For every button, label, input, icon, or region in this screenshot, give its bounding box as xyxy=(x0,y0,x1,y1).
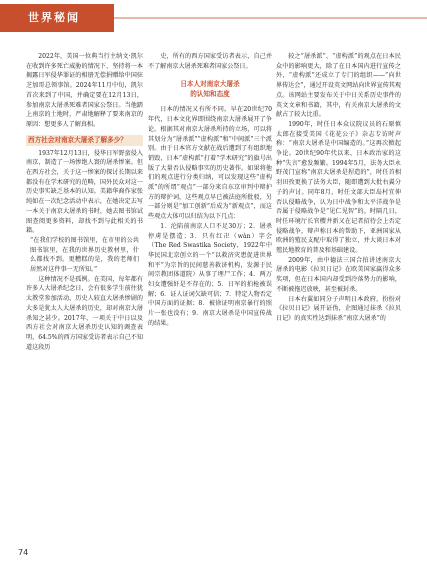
column-2 xyxy=(148,52,272,329)
paragraph: 日本的情况又有所不同。早在20世纪70年代，日本文化界即围绕南京大屠杀展开了争论。根据其对南京大屠杀所持的立场，可以将其划分为“屠杀派”“虚构派”和“中间派”三个派别。由于日本官方文献在战后遭到了有组织地销毁，日本“虚构派”打着“学术研究”的旗号出版了大量否认侵略事实的历史著作。如果将他们的观点进行分类归纳，可以发现这些“虚构派”的所谓“观点”一部分来自东京审判中辩护方的辩护词，这些观点早已被法庭所批驳，另一部分则是“加工创新”后成为“新观点”，而这些观点大体可以归结为以下几点： xyxy=(148,106,272,221)
paragraph: 较之“屠杀派”、“虚构派”的观点在日本民众中的影响更大，除了在日本国内进行宣传之外，“虚构派”还成立了专门的组织——“向世界传达会”，通过开设英文网站向世界宣传其观点。该网站主要发布关于中日关系历史事件的英文文章和书籍，其中，有关南京大屠杀的文献占了较大比重。 xyxy=(276,53,401,119)
paragraph: 2022年，美国一位典当行主纳文·凯尔在收到许多死亡威胁的情况下，坚持将一本揭露日军侵华罪证的相册无偿捐赠给中国驻芝加哥总领事馆。2024年11月中旬，凯尔首次来到了中国，并确定要在12月13日，参加南京大屠杀死难者国家公祭日。当他踏上南京的土地时，严肃地解释了要来南京的原因：想更多人了解真相。 xyxy=(26,53,143,128)
subheading xyxy=(148,79,272,99)
subheading: 西方社会对南京大屠杀了解多少？ xyxy=(26,135,143,146)
paragraph: 史，所有的西方国家受访者表示，自己并不了解南京大屠杀死难者国家公祭日。 xyxy=(148,53,272,70)
numbered-list: 1．沦陷前南京人口不足30万；2．屠杀停虏是摆造；3．只有红卍（wàn）字会（The Red Swastika Society，1922年中华民国北京创立的一个“以救济灾患促进世界和平”为宗旨的民间慈善救济机构，发源于民间宗教团体道院）从事了埋尸工作；4．两万妇女遭强奸是不存在的；5．日军的拍枪被误解；6．证人证词欠缺可信；7．特定人物否定中国方面的证据；8．被徐证明南京暴行的照片一张也没有；9．南京大屠杀是中国宣传战的结果。 xyxy=(148,222,272,327)
paragraph: 日本右翼如同分子声明日本政府，扮扮对《拉贝日记》展开证伪，企图通过抹杀《拉贝日记》的真实性达到抹杀“南京大屠杀”的 xyxy=(276,295,401,322)
paragraph: 1937年12月13日，侵华日军野蛮侵入南京，制造了一场惨绝人寰的屠杀惨案。但在西方社会，关于这一惨案的探讨长期以来都没有在学术研究的范畴，国外民众对这一历史事实缺乏基本的认知。美籍华裔作家张纯如在一次纪念活动中表示，在她决定去写一本关于南京大屠杀的书时，她去图书馆试图查阅更多资料，却找不到与此相关的书籍。 xyxy=(26,149,143,235)
paragraph: 这种情况不是孤例。在美国，每年都有许多人大屠杀纪念日，会有很多学生前往犹太教堂参加活动，历史人较直大屠杀惨剧的大多是犹太人大屠杀的历史，却对南京大屠杀知之甚少。2017年，一项关于中日以及西方社会对南京大屠杀历史认知的调查表明，64.5%的西方国家受访者表示自己不知道这段历 xyxy=(26,275,143,351)
subheading-line: 日本人对南京大屠杀 xyxy=(180,80,240,89)
page-number: 74 xyxy=(18,548,29,557)
section-title: 世界秘闻 xyxy=(28,11,80,24)
block-quote: “在我们学校的图书馆里，在市里的公共图书馆里，在我的世界历史教材里，什么都找不到。更糟糕的是，我的老师们居然对这件事一无所知。” xyxy=(30,236,139,274)
paragraph: 1990年，时任日本众议院议员的石原慎太郎在接受美国《花花公子》杂志专访时声称：“南京大屠杀是中国编造的。”这再次掀起争论。20世纪90年代以来，日本政治家的这种“失言”愈发频繁。1994年5月，法务大臣永野茂门宣称“南京大屠杀是捏造的”，时任首相羽田孜更换了法务大臣，随即遭到大批右翼分子的声讨。同年8月，时任文部大臣岛村宜伸否认侵略战争，认为日中战争和太平洋战争是否属于侵略战争是“见仁见智”的。时隔几日，时任环境厅长官樱井新又在记者招待会上否定侵略战争，辩声称日本的帮助下，亚洲国家从欧洲的殖民支配中取得了独立，并大谈日本对殖民地教育的普及和基础建设。 xyxy=(276,120,401,255)
subheading-line: 的认知和态度 xyxy=(190,90,230,99)
header-rule xyxy=(114,17,427,19)
paragraph: 2009年，由中德法三国合拍讲述南京大屠杀的电影《拉贝日记》在欧美国家赢得众多奖项，但在日本国内却受到冷落势力的影响，不断被拖迟放映，甚至被封杀。 xyxy=(276,256,401,293)
column-3 xyxy=(276,52,401,324)
page-header xyxy=(0,0,427,44)
column-1 xyxy=(26,52,143,352)
